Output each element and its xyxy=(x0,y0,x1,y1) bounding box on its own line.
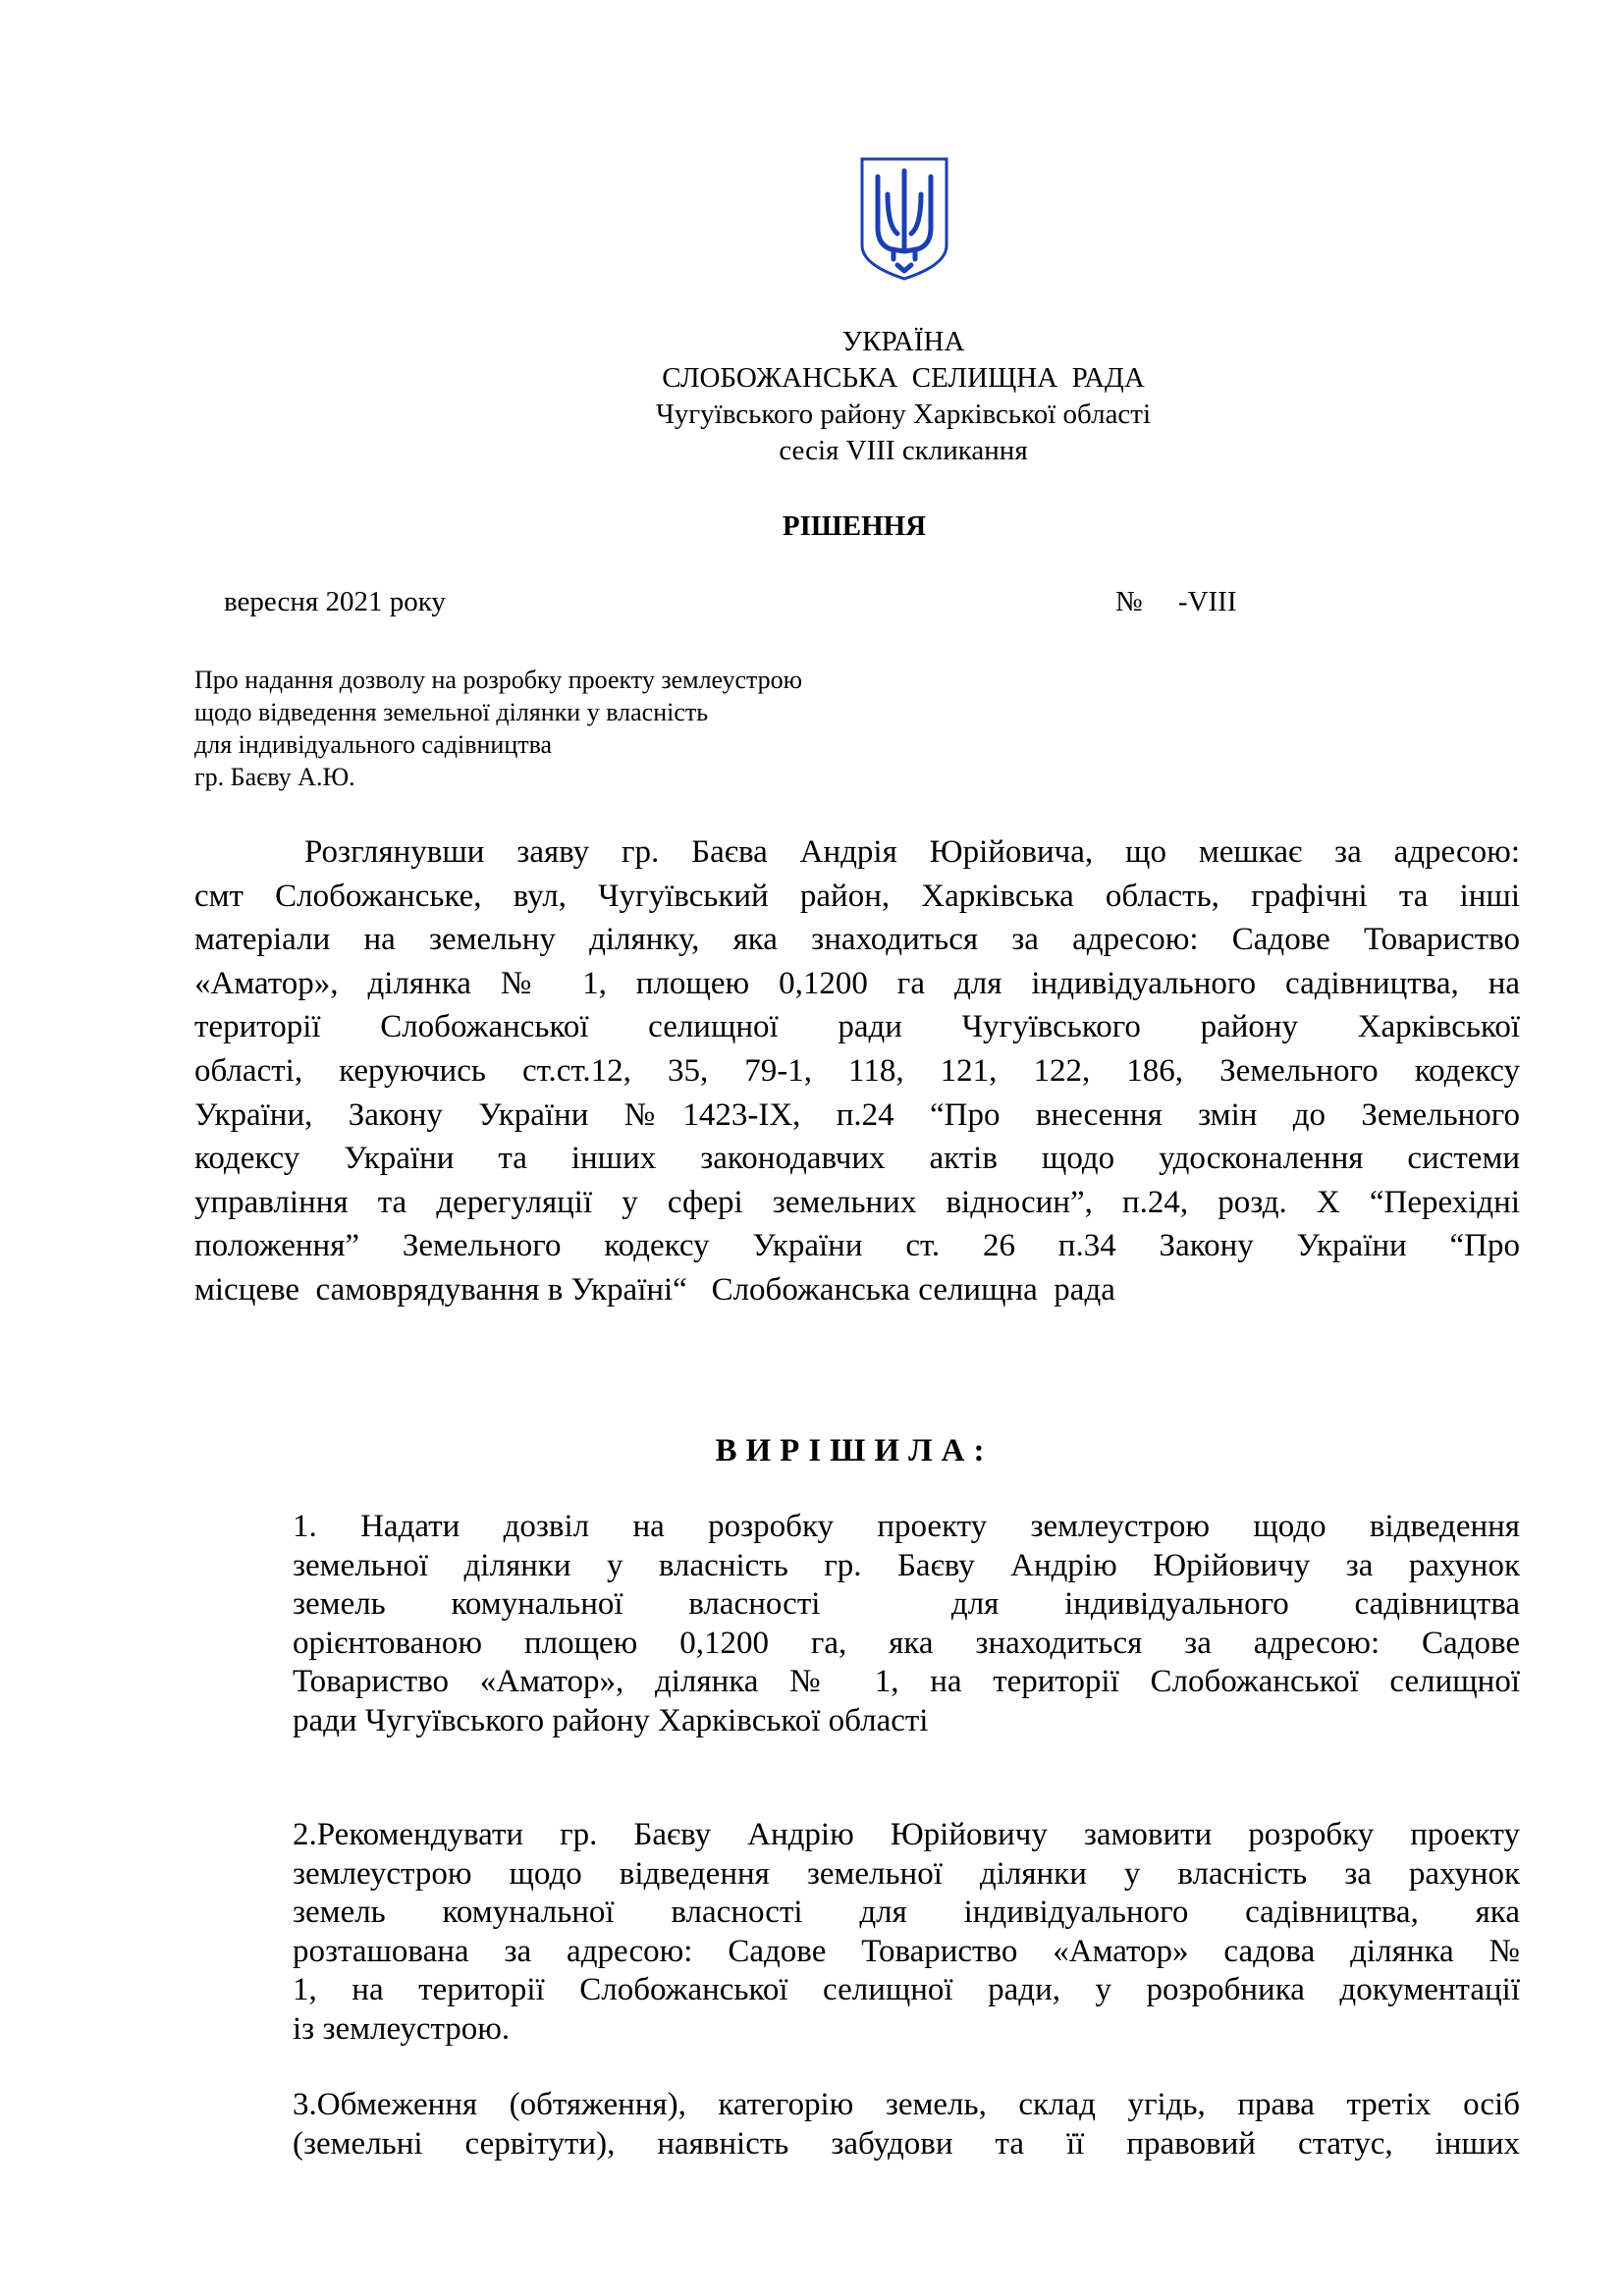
item-line: орієнтованою площею 0,1200 га, яка знаходиться за адресою: Садове xyxy=(293,1625,1520,1661)
preamble-line: території Слобожанської селищної ради Чугуївського району Харківської xyxy=(194,1009,1520,1045)
decision-date: вересня 2021 року xyxy=(224,586,446,617)
preamble-line: області, керуючись ст.ст.12, 35, 79-1, 118, 121, 122, 186, Земельного кодексу xyxy=(194,1052,1520,1089)
document-title: РІШЕННЯ xyxy=(782,510,927,542)
decision-item-2 xyxy=(293,1816,1520,2050)
header-council: СЛОБОЖАНСЬКА СЕЛИЩНА РАДА xyxy=(662,362,1145,394)
subject-line: гр. Баєву А.Ю. xyxy=(194,763,355,791)
item-line: (земельні сервітути), наявність забудови та її правовий статус, інших xyxy=(293,2125,1520,2162)
subject-line: для індивідуального садівництва xyxy=(194,730,553,759)
decided-heading: ВИРІШИЛА: xyxy=(715,1433,994,1468)
preamble-line: «Аматор», ділянка № 1, площею 0,1200 га для індивідуального садівництва, на xyxy=(194,965,1520,1001)
subject-line: щодо відведення земельної ділянки у власність xyxy=(194,698,709,726)
item-line: розташована за адресою: Садове Товариство «Аматор» садова ділянка № xyxy=(293,1933,1520,1969)
preamble-line: місцеве самоврядування в Україні“ Слобожанська селищна рада xyxy=(194,1271,1115,1308)
header-session: сесія VIII скликання xyxy=(779,435,1028,466)
item-line: ради Чугуївського району Харківської області xyxy=(293,1702,929,1738)
decision-item-3 xyxy=(293,2086,1520,2163)
item-line: землеустрою щодо відведення земельної ділянки у власність за рахунок xyxy=(293,1855,1520,1892)
preamble-paragraph xyxy=(194,830,1520,1312)
header-country: УКРАЇНА xyxy=(841,326,965,357)
item-line: 2.Рекомендувати гр. Баєву Андрію Юрійовичу замовити розробку проекту xyxy=(293,1817,1520,1852)
preamble-line: управління та дерегуляції у сфері земельних відносин”, п.24, розд. X “Перехідні xyxy=(194,1184,1520,1220)
preamble-line: Розглянувши заяву гр. Баєва Андрія Юрійовича, що мешкає за адресою: xyxy=(304,834,1520,870)
item-line: земель комунальної власності для індивідуального садівництва xyxy=(293,1586,1520,1623)
decision-number: № -VIII xyxy=(1115,586,1237,617)
preamble-line: матеріали на земельну ділянку, яка знаходиться за адресою: Садове Товариство xyxy=(194,922,1520,958)
preamble-line: смт Слобожанське, вул, Чугуївський район, Харківська область, графічні та інші xyxy=(194,878,1520,914)
item-line: 1, на території Слобожанської селищної ради, у розробника документації xyxy=(293,1972,1520,2008)
item-line: із землеустрою. xyxy=(293,2010,511,2047)
decision-subject xyxy=(194,664,941,793)
item-line: 1. Надати дозвіл на розробку проекту землеустрою щодо відведення xyxy=(293,1509,1520,1544)
subject-line: Про надання дозволу на розробку проекту землеустрою xyxy=(194,666,803,694)
preamble-line: положення” Земельного кодексу України ст. 26 п.34 Закону України “Про xyxy=(194,1228,1520,1264)
coat-of-arms-emblem xyxy=(858,155,950,283)
preamble-line: України, Закону України №1423-IX, п.24 “Про внесення змін до Земельного xyxy=(194,1096,1520,1133)
item-line: земельної ділянки у власність гр. Баєву Андрію Юрійовичу за рахунок xyxy=(293,1547,1520,1583)
header-district: Чугуївського району Харківської області xyxy=(655,399,1152,430)
item-line: земель комунальної власності для індивідуального садівництва, яка xyxy=(293,1895,1520,1931)
item-line: 3.Обмеження (обтяження), категорію земель, склад угідь, права третіх осіб xyxy=(293,2087,1520,2122)
decision-item-1 xyxy=(293,1508,1520,1741)
preamble-line: кодексу України та інших законодавчих актів щодо удосконалення системи xyxy=(194,1141,1520,1177)
item-line: Товариство «Аматор», ділянка № 1, на території Слобожанської селищної xyxy=(293,1664,1520,1700)
